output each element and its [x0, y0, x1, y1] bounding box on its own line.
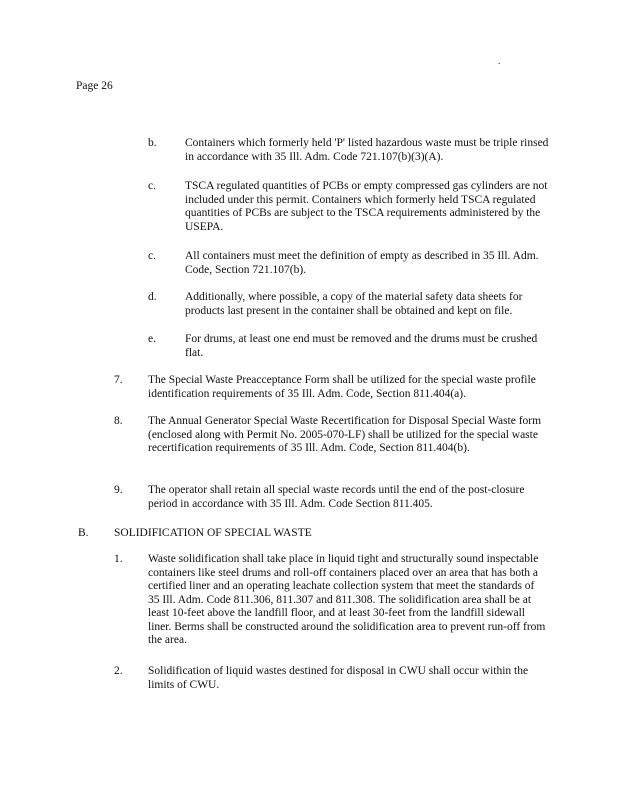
list-item-label: c. [148, 250, 156, 262]
list-item-label: 9. [114, 484, 123, 496]
page-header: Page 26 [76, 80, 113, 92]
list-item-label: 8. [114, 415, 123, 427]
section-title: SOLIDIFICATION OF SPECIAL WASTE [114, 527, 312, 539]
list-item-text: The Annual Generator Special Waste Recertification for Disposal Special Waste form (enclosed along with Permit No. 2005-070-LF) shall be utilized for the special waste recertification requirements of 35 Ill. Adm. Code, Section 811.404(b). [148, 415, 542, 454]
list-item-label: d. [148, 291, 157, 303]
list-item-text: The Special Waste Preacceptance Form shall be utilized for the special waste profile identification requirements of 35 Ill. Adm. Code, Section 811.404(a). [148, 374, 536, 400]
list-item-text: Solidification of liquid wastes destined for disposal in CWU shall occur within the limits of CWU. [148, 665, 529, 691]
list-item-text: Waste solidification shall take place in liquid tight and structurally sound inspectable containers like steel drums and roll-off containers placed over an area that has both a certified liner and an operating leachate collection system that meet the standards of 35 Ill. Adm. Code 811.306, 811.307 and 811.308. The solidification area shall be at least 10-feet above the landfill floor, and at least 30-feet from the landfill sidewall liner. Berms shall be constructed around the solidification area to prevent run-off from the area. [148, 553, 546, 646]
list-item-text: TSCA regulated quantities of PCBs or empty compressed gas cylinders are not included under this permit. Containers which formerly held TSCA regulated quantities of PCBs are subject to the TSCA requirements administered by the USEPA. [185, 180, 548, 233]
list-item-text: Additionally, where possible, a copy of the material safety data sheets for products last present in the container shall be obtained and kept on file. [185, 291, 523, 317]
list-item-label: c. [148, 180, 156, 192]
list-item-label: 2. [114, 665, 123, 677]
list-item-label: e. [148, 333, 156, 345]
list-item-text: The operator shall retain all special waste records until the end of the post-closure period in accordance with 35 Ill. Adm. Code Section 811.405. [148, 484, 525, 510]
top-mark: . [498, 56, 501, 66]
list-item-label: 1. [114, 553, 123, 565]
list-item-text: Containers which formerly held 'P' listed hazardous waste must be triple rinsed in accordance with 35 Ill. Adm. Code 721.107(b)(3)(A). [185, 137, 549, 163]
list-item-label: b. [148, 137, 157, 149]
section-label: B. [78, 527, 89, 539]
list-item-label: 7. [114, 374, 123, 386]
list-item-text: For drums, at least one end must be removed and the drums must be crushed flat. [185, 333, 538, 359]
list-item-text: All containers must meet the definition of empty as described in 35 Ill. Adm. Code, Section 721.107(b). [185, 250, 539, 276]
